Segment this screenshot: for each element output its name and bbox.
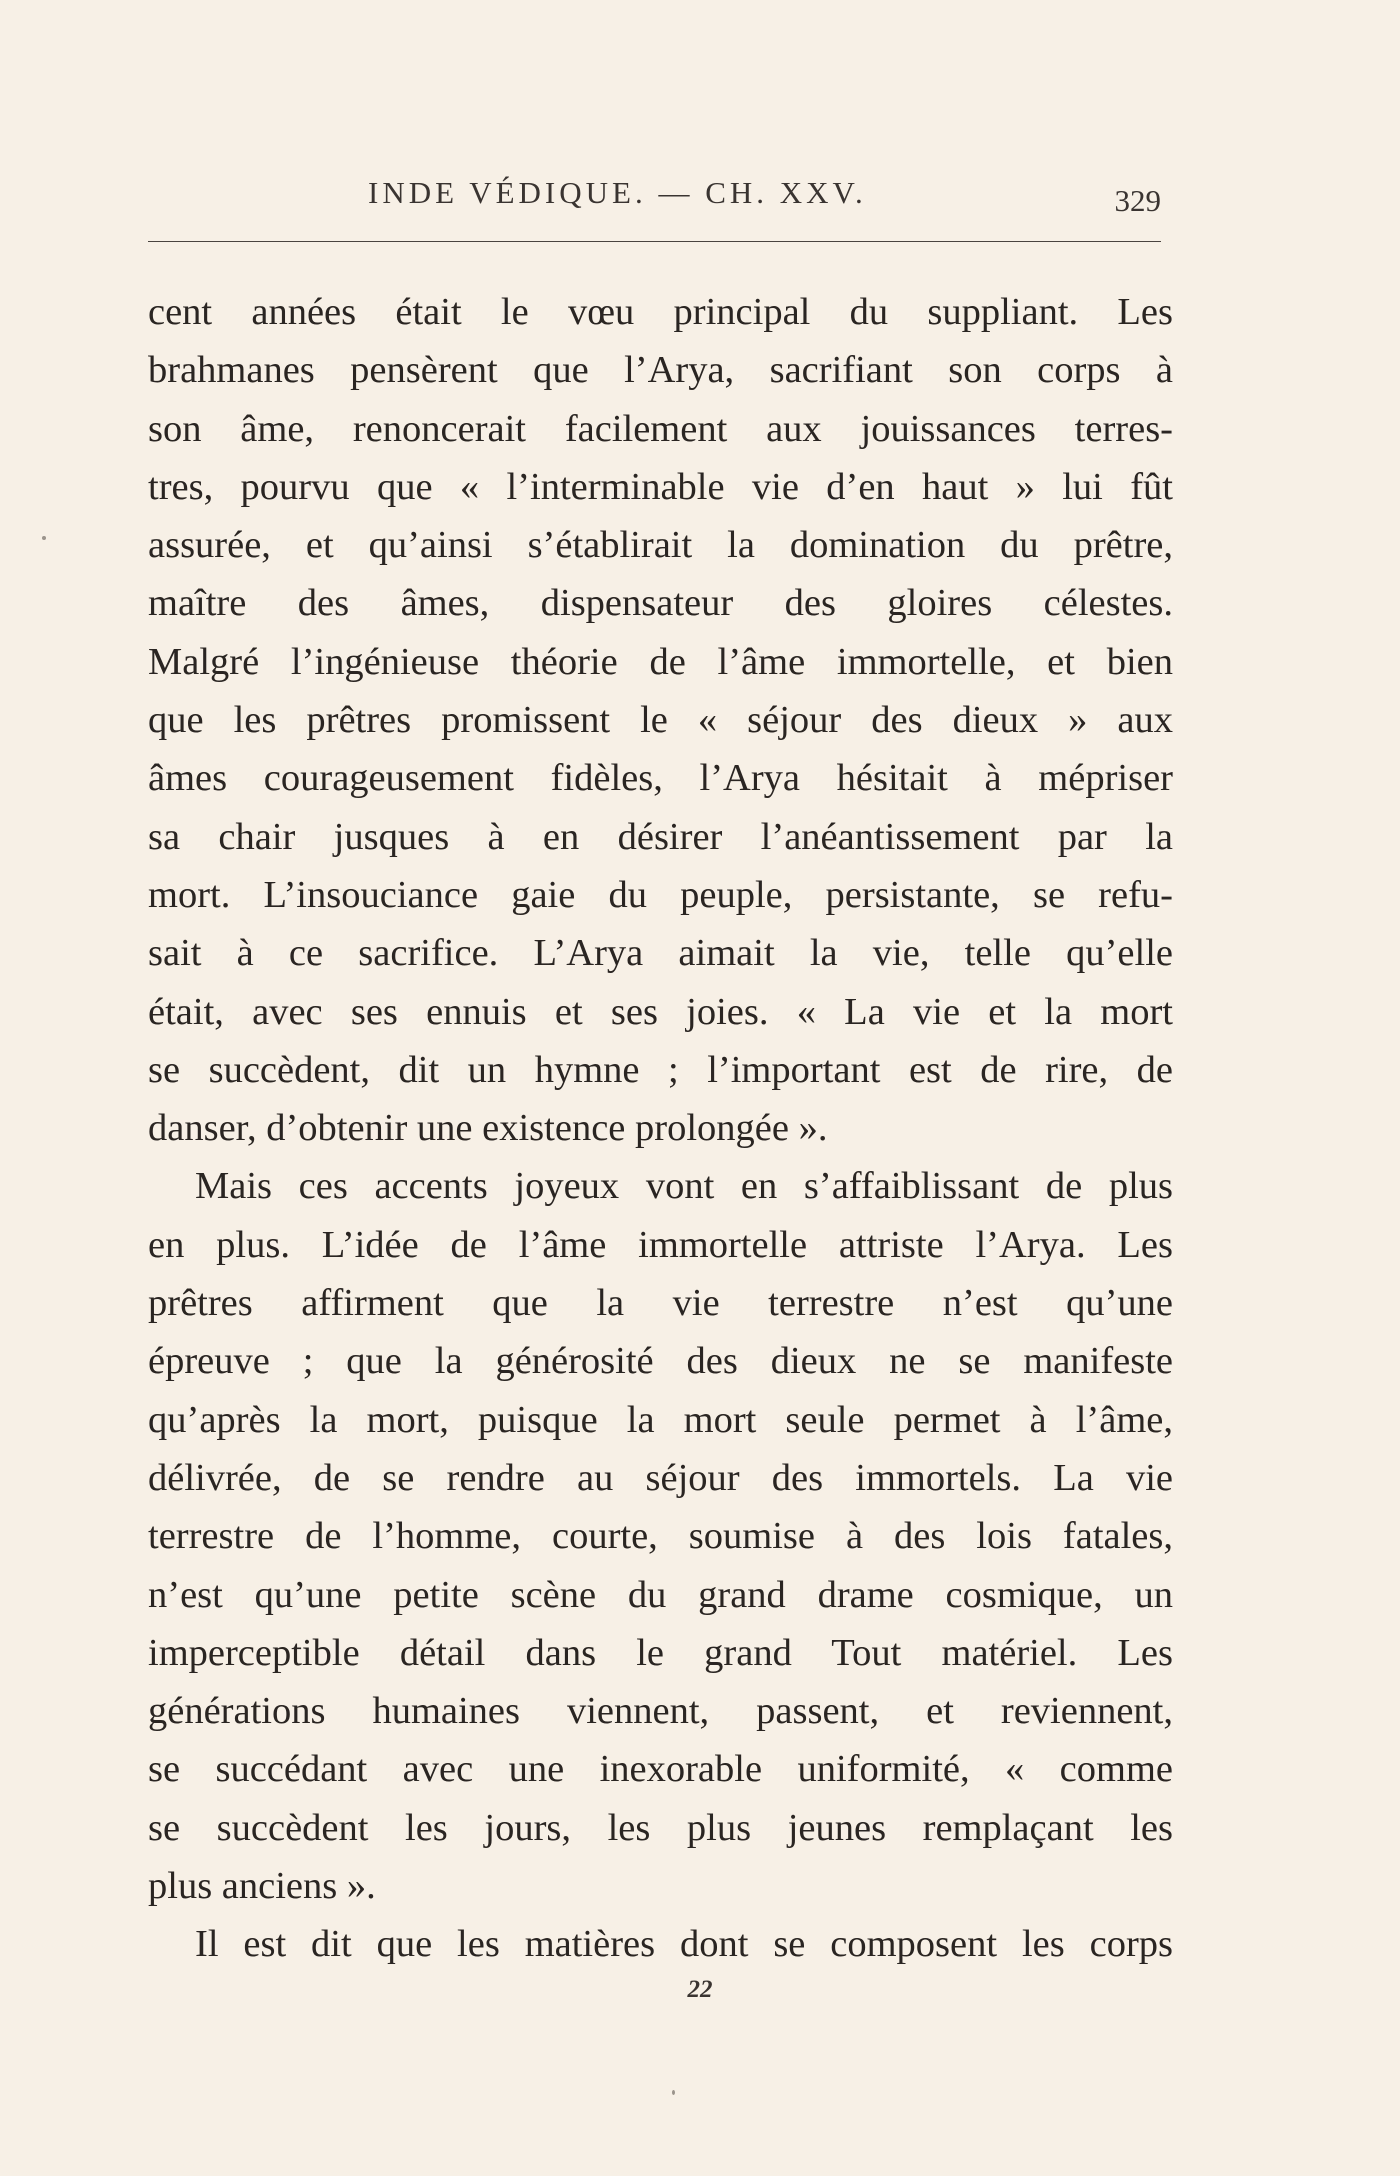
running-head-title: INDE VÉDIQUE. — CH. XXV. <box>368 175 867 210</box>
text-line: se succédant avec une inexorable uniformité, « comme <box>148 1748 1173 1791</box>
text-line: que les prêtres promissent le « séjour des dieux » aux <box>148 699 1173 742</box>
text-line: assurée, et qu’ainsi s’établirait la domination du prêtre, <box>148 524 1173 567</box>
text-line: était, avec ses ennuis et ses joies. « La vie et la mort <box>148 990 1173 1033</box>
text-line: Mais ces accents joyeux vont en s’affaiblissant de plus <box>195 1165 1173 1208</box>
text-line: prêtres affirment que la vie terrestre n’est qu’une <box>148 1282 1173 1325</box>
text-line: tres, pourvu que « l’interminable vie d’en haut » lui fût <box>148 465 1173 508</box>
page-number: 329 <box>1114 183 1161 218</box>
running-head <box>148 175 1161 225</box>
text-line: Malgré l’ingénieuse théorie de l’âme immortelle, et bien <box>148 640 1173 683</box>
text-line: sa chair jusques à en désirer l’anéantissement par la <box>148 815 1173 858</box>
text-line: sait à ce sacrifice. L’Arya aimait la vie, telle qu’elle <box>148 932 1173 975</box>
paper-speck <box>672 2090 675 2095</box>
paper-speck <box>42 536 46 540</box>
text-line: imperceptible détail dans le grand Tout matériel. Les <box>148 1631 1173 1674</box>
text-line: générations humaines viennent, passent, et reviennent, <box>148 1690 1173 1733</box>
signature-mark: 22 <box>687 1976 713 2003</box>
header-rule <box>148 241 1161 242</box>
text-line: terrestre de l’homme, courte, soumise à des lois fatales, <box>148 1515 1173 1558</box>
text-line: se succèdent les jours, les plus jeunes remplaçant les <box>148 1806 1173 1849</box>
text-line: épreuve ; que la générosité des dieux ne se manifeste <box>148 1340 1173 1383</box>
text-line: en plus. L’idée de l’âme immortelle attriste l’Arya. Les <box>148 1223 1173 1266</box>
text-line: Il est dit que les matières dont se composent les corps <box>195 1923 1173 1966</box>
text-line: n’est qu’une petite scène du grand drame cosmique, un <box>148 1573 1173 1616</box>
body-text <box>148 283 1173 1974</box>
text-line: se succèdent, dit un hymne ; l’important est de rire, de <box>148 1048 1173 1091</box>
text-line: plus anciens ». <box>148 1865 376 1908</box>
text-line: cent années était le vœu principal du suppliant. Les <box>148 291 1173 333</box>
text-line: âmes courageusement fidèles, l’Arya hésitait à mépriser <box>148 757 1173 800</box>
text-line: danser, d’obtenir une existence prolongée ». <box>148 1107 828 1150</box>
text-line: brahmanes pensèrent que l’Arya, sacrifiant son corps à <box>148 349 1173 392</box>
text-line: maître des âmes, dispensateur des gloires célestes. <box>148 582 1173 625</box>
text-line: son âme, renoncerait facilement aux jouissances terres- <box>148 407 1173 450</box>
text-line: qu’après la mort, puisque la mort seule permet à l’âme, <box>148 1398 1173 1441</box>
text-line: mort. L’insouciance gaie du peuple, persistante, se refu- <box>148 873 1173 916</box>
text-line: délivrée, de se rendre au séjour des immortels. La vie <box>148 1456 1173 1499</box>
